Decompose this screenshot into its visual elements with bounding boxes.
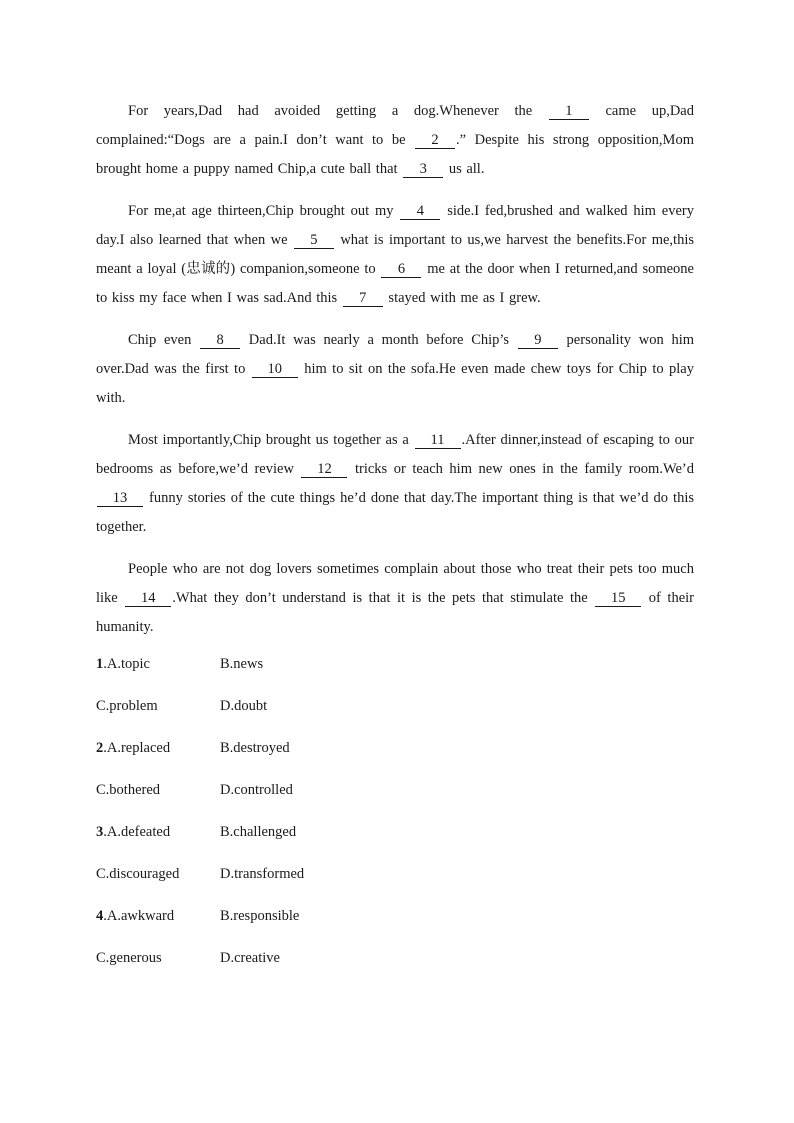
passage-text: .What they don’t understand is that it is the pets that stimulate the — [172, 590, 595, 606]
blank-6: 6 — [381, 262, 421, 278]
blank-1: 1 — [549, 104, 589, 120]
passage-text: For me,at age thirteen,Chip brought out my — [128, 203, 400, 219]
passage-paragraph-1 — [96, 97, 694, 184]
blank-8: 8 — [200, 333, 240, 349]
passage-text: Dad.It was nearly a month before Chip’s — [241, 332, 517, 348]
passage-paragraph-3 — [96, 326, 694, 413]
passage-text: .After dinner,instead of escaping to our bedrooms as before,we’d review — [96, 432, 694, 477]
passage-text: side.I fed,brushed and walked him every day.I also learned that when we — [96, 203, 694, 248]
question-number: 2 — [96, 740, 104, 756]
blank-2: 2 — [415, 133, 455, 149]
question-3-row-cd — [96, 865, 694, 907]
blank-4: 4 — [400, 204, 440, 220]
passage-text: stayed with me as I grew. — [383, 290, 541, 306]
passage-text: .” Despite his strong opposition,Mom brought home a puppy named Chip,a cute ball that — [96, 132, 694, 177]
option-a — [96, 907, 220, 949]
question-1-row-ab — [96, 655, 694, 697]
option-d: D.transformed — [220, 866, 305, 882]
option-a — [96, 655, 220, 697]
passage-text: For years,Dad had avoided getting a dog.Whenever the — [128, 103, 548, 119]
option-b: B.destroyed — [220, 740, 290, 756]
passage-paragraph-2 — [96, 197, 694, 313]
option-a-text: .A.defeated — [103, 824, 171, 840]
blank-7: 7 — [343, 291, 383, 307]
passage-text: him to sit on the sofa.He even made chew toys for Chip to play with. — [96, 361, 694, 406]
question-2-row-cd — [96, 781, 694, 823]
document-page — [96, 97, 694, 991]
passage-text: funny stories of the cute things he’d done that day.The important thing is that we’d do this together. — [96, 490, 694, 535]
blank-12: 12 — [301, 462, 347, 478]
passage-text: of their humanity. — [96, 590, 694, 635]
question-4-row-ab — [96, 907, 694, 949]
option-d: D.creative — [220, 950, 280, 966]
question-1-row-cd — [96, 697, 694, 739]
passage-text: personality won him over.Dad was the first to — [96, 332, 694, 377]
passage-text: People who are not dog lovers sometimes complain about those who treat their pets too much like — [96, 561, 694, 606]
question-2-row-ab — [96, 739, 694, 781]
question-number: 4 — [96, 908, 104, 924]
option-b: B.news — [220, 656, 264, 672]
question-3-row-ab — [96, 823, 694, 865]
blank-11: 11 — [415, 433, 461, 449]
passage-text: us all. — [444, 161, 485, 177]
blank-10: 10 — [252, 362, 298, 378]
option-d: D.doubt — [220, 698, 268, 714]
passage-text: Most importantly,Chip brought us together as a — [128, 432, 414, 448]
blank-5: 5 — [294, 233, 334, 249]
question-options — [96, 655, 694, 991]
option-c: C.bothered — [96, 782, 161, 798]
passage-paragraph-5 — [96, 555, 694, 642]
option-a-text: .A.awkward — [103, 908, 175, 924]
option-d: D.controlled — [220, 782, 293, 798]
option-c: C.problem — [96, 698, 158, 714]
passage-text: tricks or teach him new ones in the family room.We’d — [348, 461, 694, 477]
option-c: C.discouraged — [96, 866, 180, 882]
option-c: C.generous — [96, 950, 162, 966]
question-number: 1 — [96, 656, 104, 672]
option-a-text: .A.replaced — [103, 740, 171, 756]
option-a — [96, 739, 220, 781]
blank-3: 3 — [403, 162, 443, 178]
option-b: B.challenged — [220, 824, 297, 840]
option-b: B.responsible — [220, 908, 300, 924]
option-a-text: .A.topic — [103, 656, 150, 672]
blank-13: 13 — [97, 491, 143, 507]
passage-text: came up,Dad complained:“Dogs are a pain.I don’t want to be — [96, 103, 694, 148]
passage-text: Chip even — [128, 332, 200, 348]
question-number: 3 — [96, 824, 104, 840]
passage-paragraph-4 — [96, 426, 694, 542]
question-4-row-cd — [96, 949, 694, 991]
option-a — [96, 823, 220, 865]
blank-15: 15 — [595, 591, 641, 607]
blank-9: 9 — [518, 333, 558, 349]
blank-14: 14 — [125, 591, 171, 607]
passage-text: what is important to us,we harvest the benefits.For me,this meant a loyal (忠诚的) companion,someone to — [96, 232, 694, 277]
passage-text: me at the door when I returned,and someone to kiss my face when I was sad.And this — [96, 261, 694, 306]
